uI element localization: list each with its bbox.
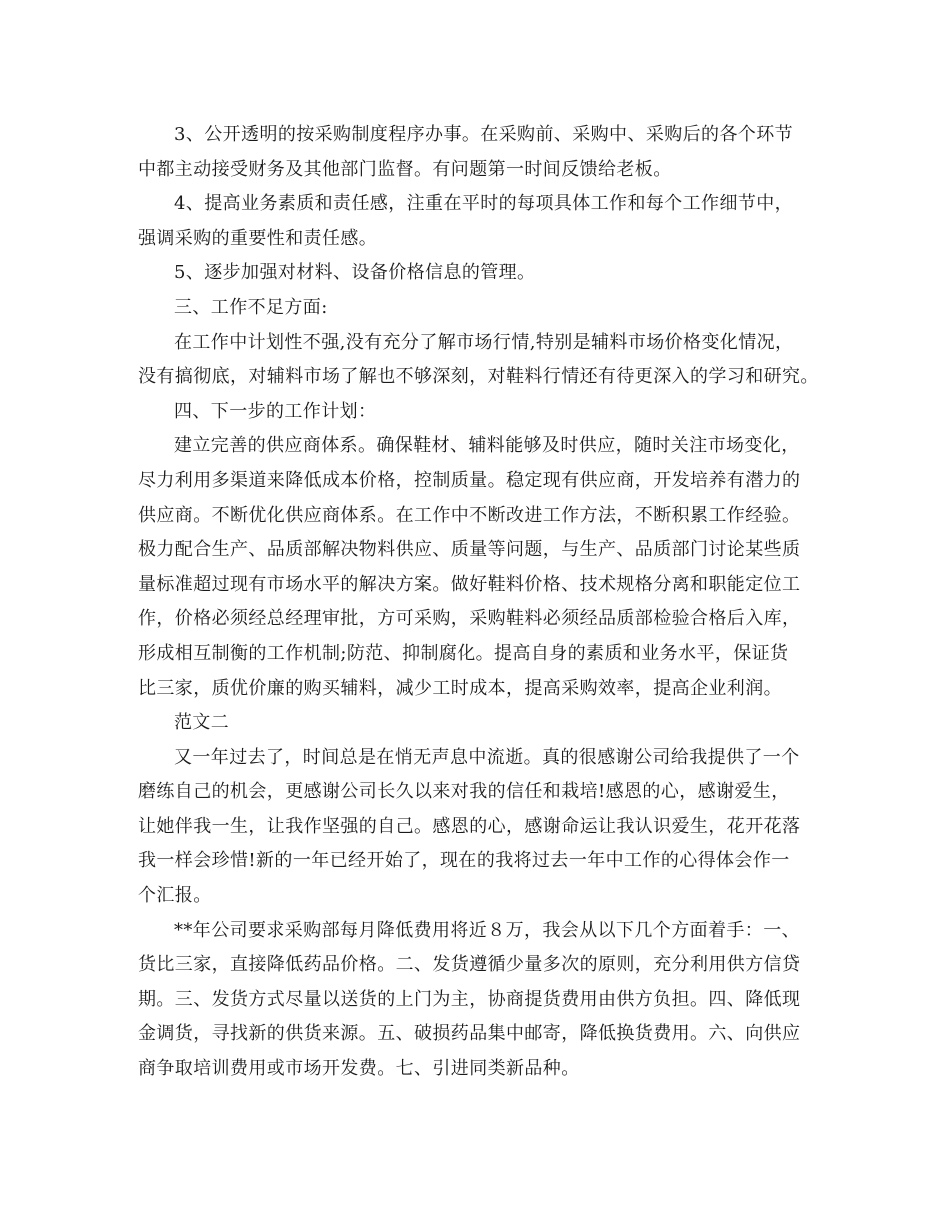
text-line: 让她伴我一生，让我作坚强的自己。感恩的心，感谢命运让我认识爱生，花开花落 <box>138 815 801 837</box>
text-line: 作，价格必须经总经理审批，方可采购，采购鞋料必须经品质部检验合格后入库， <box>138 608 801 630</box>
text-line: 比三家，质优价廉的购买辅料，减少工时成本，提高采购效率，提高企业利润。 <box>138 677 782 699</box>
text-line: **年公司要求采购部每月降低费用将近８万，我会从以下几个方面着手：一、 <box>174 919 800 941</box>
text-line: 强调采购的重要性和责任感。 <box>138 227 378 249</box>
text-line: 3、公开透明的按采购制度程序办事。在采购前、采购中、采购后的各个环节 <box>174 124 794 145</box>
text-line: 商争取培训费用或市场开发费。七、引进同类新品种。 <box>138 1058 580 1080</box>
text-line: 5、逐步加强对材料、设备价格信息的管理。 <box>174 262 536 284</box>
text-line: 四、下一步的工作计划： <box>174 400 377 422</box>
text-line: 4、提高业务素质和责任感，注重在平时的每项具体工作和每个工作细节中， <box>174 193 794 215</box>
text-line: 量标准超过现有市场水平的解决方案。做好鞋料价格、技术规格分离和职能定位工 <box>138 573 801 595</box>
text-line: 期。三、发货方式尽量以送货的上门为主，协商提货费用由供方负担。四、降低现 <box>138 988 801 1010</box>
text-line: 中都主动接受财务及其他部门监督。有问题第一时间反馈给老板。 <box>138 158 672 180</box>
text-line: 货比三家，直接降低药品价格。二、发货遵循少量多次的原则，充分利用供方信贷 <box>138 954 801 976</box>
text-line: 三、工作不足方面: <box>174 296 328 318</box>
text-line: 金调货，寻找新的供货来源。五、破损药品集中邮寄，降低换货费用。六、向供应 <box>138 1023 801 1045</box>
text-line: 我一样会珍惜!新的一年已经开始了，现在的我将过去一年中工作的心得体会作一 <box>138 850 790 872</box>
text-line: 又一年过去了，时间总是在悄无声息中流逝。真的很感谢公司给我提供了一个 <box>174 746 800 768</box>
text-line: 供应商。不断优化供应商体系。在工作中不断改进工作方法，不断积累工作经验。 <box>138 504 801 526</box>
text-line: 个汇报。 <box>138 885 212 907</box>
text-line: 建立完善的供应商体系。确保鞋材、辅料能够及时供应，随时关注市场变化， <box>174 435 800 457</box>
text-line: 范文二 <box>174 712 230 734</box>
text-line: 在工作中计划性不强,没有充分了解市场行情,特别是辅料市场价格变化情况， <box>174 331 794 353</box>
text-line: 磨练自己的机会，更感谢公司长久以来对我的信任和栽培!感恩的心，感谢爱生， <box>138 781 790 803</box>
text-line: 形成相互制衡的工作机制;防范、抑制腐化。提高自身的素质和业务水平，保证货 <box>138 642 789 664</box>
text-line: 极力配合生产、品质部解决物料供应、质量等问题，与生产、品质部门讨论某些质 <box>138 539 801 561</box>
text-line: 没有搞彻底，对辅料市场了解也不够深刻，对鞋料行情还有待更深入的学习和研究。 <box>138 366 819 388</box>
document-body <box>138 118 828 1087</box>
text-line: 尽力利用多渠道来降低成本价格，控制质量。稳定现有供应商，开发培养有潜力的 <box>138 469 801 491</box>
